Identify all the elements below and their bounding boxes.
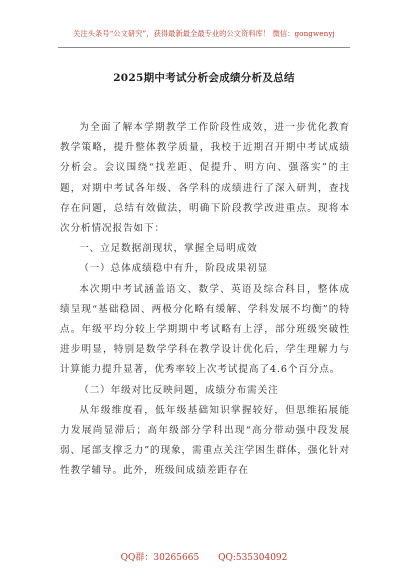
document-body xyxy=(60,118,350,482)
header-divider xyxy=(58,47,350,48)
body-paragraph-2: 从年级维度看，低年级基础知识掌握较好，但思维拓展能力发展尚显滞后；高年级部分学科出现“高分带动强中段发展弱、尾部支撑乏力”的现象，需重点关注学困生群体，强化针对性教学辅导。此外，班级间成绩差距存在 xyxy=(60,404,350,477)
section-heading-1: 一、立足数据剖现状，掌握全局明成效 xyxy=(79,243,258,255)
subsection-heading-1: （一）总体成绩稳中有升，阶段成果初显 xyxy=(79,263,269,275)
promo-header-note: 关注头条号“公文研究”，获得最新最全最专业的公文资料库！ 微信：gongwenyj xyxy=(73,29,335,38)
contact-footer xyxy=(0,550,408,563)
intro-paragraph: 为全面了解本学期教学工作阶段性成效，进一步优化教育教学策略，提升整体教学质量，我校于近期召开期中考试成绩分析会。会议围绕“找差距、促提升、明方向、强落实”的主题，对期中考试各年级、各学科的成绩进行了深入研判，查找存在问题，总结有效做法，明确下阶段教学改进重点。现将本次分析情况报告如下： xyxy=(60,122,350,235)
document-title: 2025期中考试分析会成绩分析及总结 xyxy=(113,72,295,84)
subsection-heading-2: （二）年级对比反映问题，成绩分布需关注 xyxy=(79,384,279,396)
qq-group-text: QQ群：30265665 xyxy=(120,553,200,563)
qq-text: QQ:535304092 xyxy=(218,553,288,563)
body-paragraph-1: 本次期中考试涵盖语文、数学、英语及综合科目，整体成绩呈现“基础稳固、两极分化略有缓解、学科发展不均衡”的特点。年级平均分较上学期期中考试略有上浮，部分班级突破性进步明显，特别是数学学科在教学设计优化后，学生理解力与计算能力提升显著，优秀率较上次考试提高了4.6个百分点。 xyxy=(60,283,350,376)
